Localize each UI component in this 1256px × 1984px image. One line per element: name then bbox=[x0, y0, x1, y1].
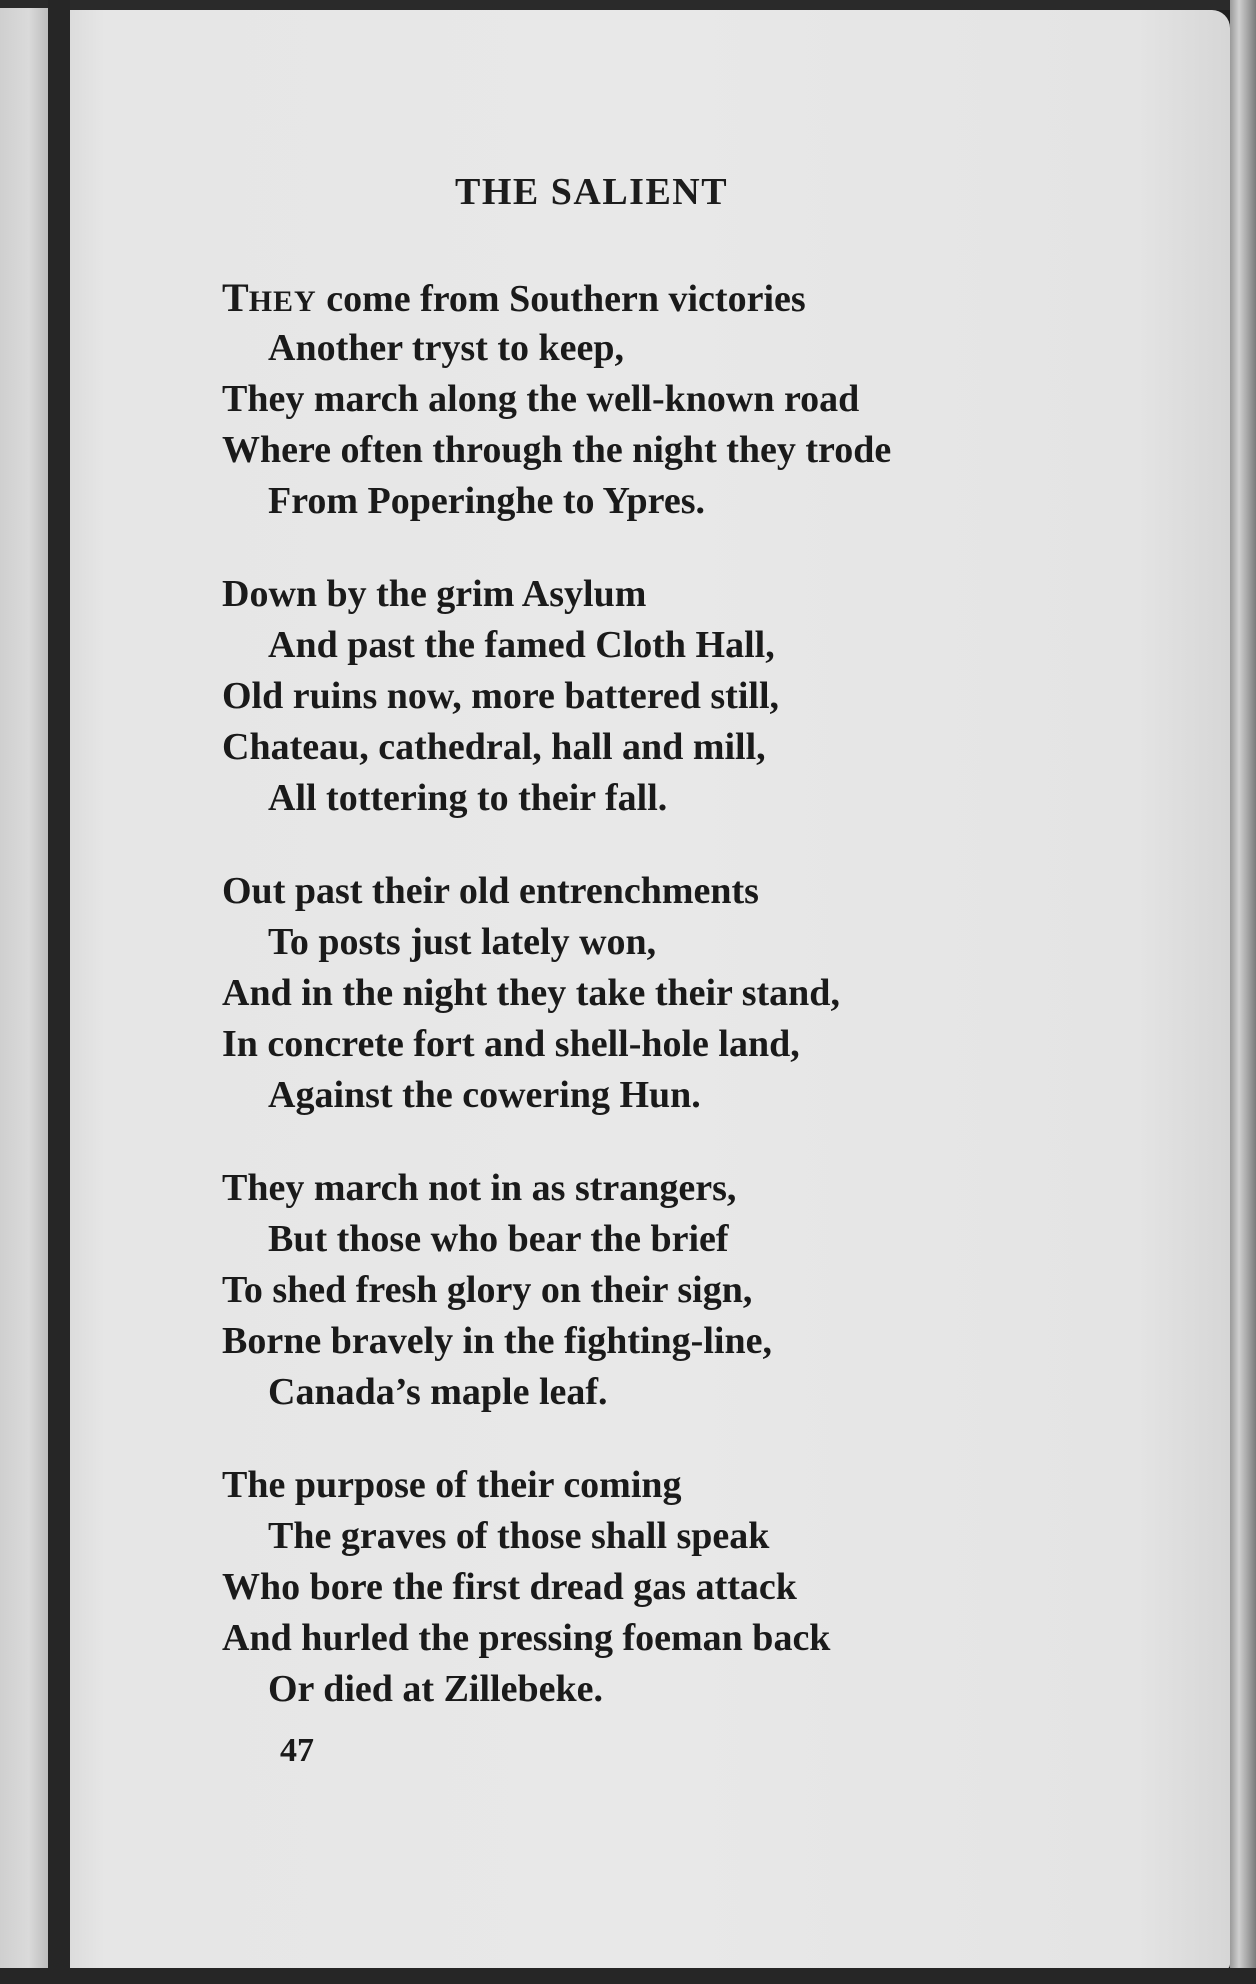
drop-initial: T bbox=[222, 275, 249, 320]
poem-line: Chateau, cathedral, hall and mill, bbox=[222, 726, 766, 768]
poem-line: Against the cowering Hun. bbox=[268, 1074, 701, 1116]
poem-body bbox=[222, 272, 1102, 1757]
poem-line: And hurled the pressing foeman back bbox=[222, 1617, 831, 1659]
page-right-edge bbox=[1230, 0, 1256, 1984]
poem-line: But those who bear the brief bbox=[268, 1218, 729, 1260]
page-number: 47 bbox=[280, 1732, 314, 1769]
poem-line bbox=[222, 272, 1102, 323]
stanza-2 bbox=[222, 569, 1102, 824]
poem-line: Who bore the first dread gas attack bbox=[222, 1566, 797, 1608]
poem-line: To posts just lately won, bbox=[268, 921, 657, 963]
poem-line: In concrete fort and shell-hole land, bbox=[222, 1023, 800, 1065]
stanza-1 bbox=[222, 272, 1102, 527]
poem-title: THE SALIENT bbox=[455, 171, 729, 213]
scan-top-edge bbox=[0, 0, 1256, 10]
poem-line: Where often through the night they trode bbox=[222, 429, 892, 471]
poem-line: Out past their old entrenchments bbox=[222, 870, 759, 912]
poem-line: The graves of those shall speak bbox=[268, 1515, 770, 1557]
poem-line: From Poperinghe to Ypres. bbox=[268, 480, 705, 522]
line-text: come from Southern victories bbox=[316, 278, 806, 320]
poem-line: And past the famed Cloth Hall, bbox=[268, 624, 775, 666]
stanza-5 bbox=[222, 1460, 1102, 1715]
poem-line: They march not in as strangers, bbox=[222, 1167, 737, 1209]
poem-line: Canada’s maple leaf. bbox=[268, 1371, 608, 1413]
poem-line: Down by the grim Asylum bbox=[222, 573, 647, 615]
facing-page-edge bbox=[0, 8, 48, 1968]
scan-bottom-edge bbox=[0, 1968, 1256, 1984]
poem-line: Old ruins now, more battered still, bbox=[222, 675, 780, 717]
poem-line: Or died at Zillebeke. bbox=[268, 1668, 603, 1710]
small-caps-word: HEY bbox=[248, 285, 317, 318]
poem-line: Another tryst to keep, bbox=[268, 327, 625, 369]
poem-line: Borne bravely in the fighting-line, bbox=[222, 1320, 772, 1362]
poem-line: To shed fresh glory on their sign, bbox=[222, 1269, 753, 1311]
poem-line: All tottering to their fall. bbox=[268, 777, 668, 819]
poem-line: They march along the well-known road bbox=[222, 378, 860, 420]
poem-line: The purpose of their coming bbox=[222, 1464, 682, 1506]
stanza-4 bbox=[222, 1163, 1102, 1418]
poem-line: And in the night they take their stand, bbox=[222, 972, 840, 1014]
book-gutter bbox=[48, 0, 70, 1984]
stanza-3 bbox=[222, 866, 1102, 1121]
